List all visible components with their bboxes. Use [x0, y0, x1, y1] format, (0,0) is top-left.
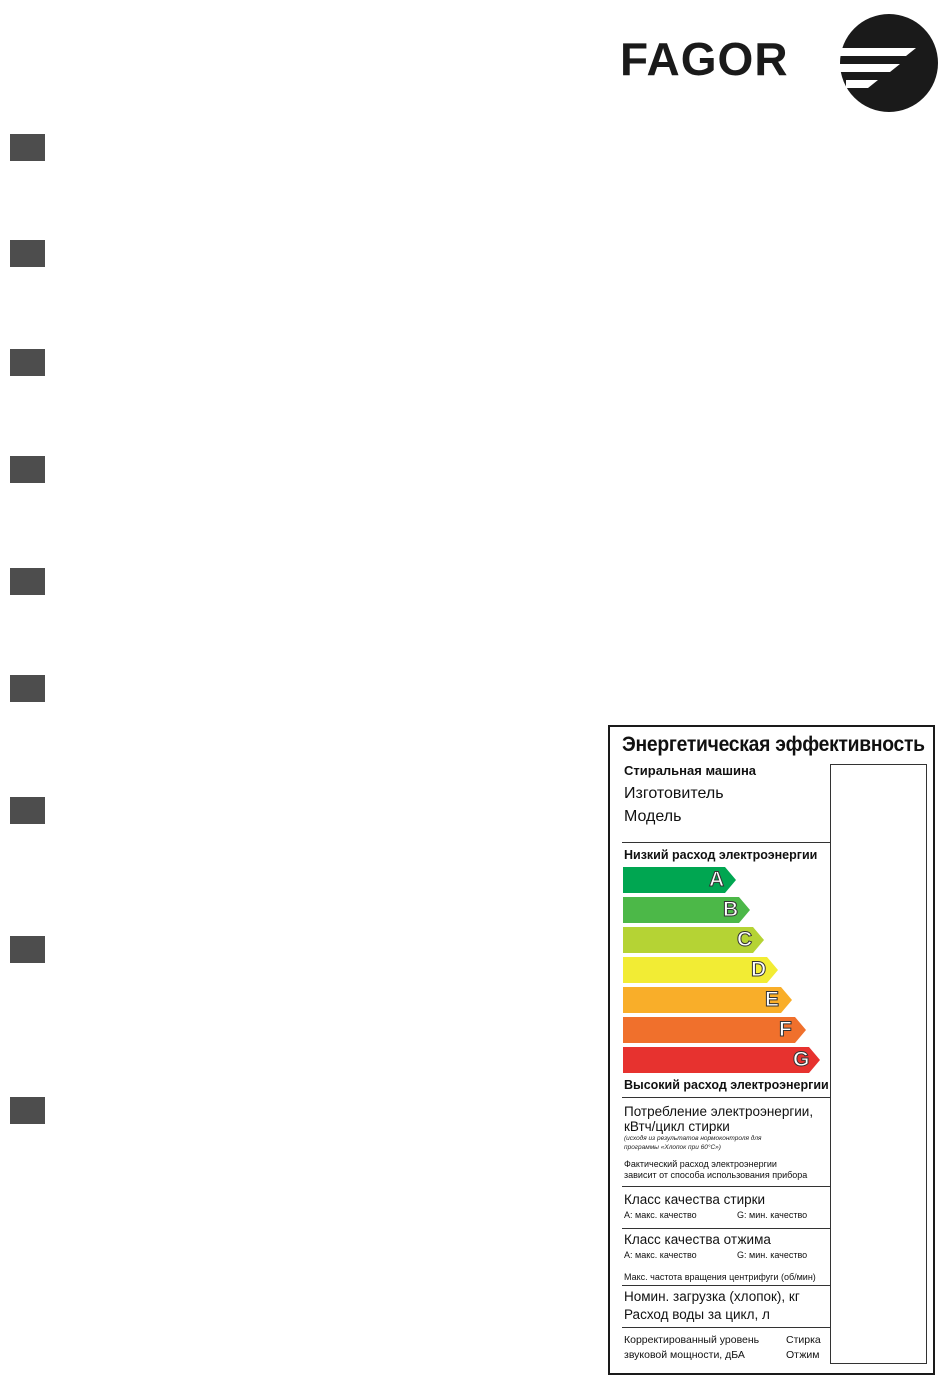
noise-label-line2: звуковой мощности, дБА [624, 1349, 745, 1361]
divider [622, 1097, 830, 1098]
divider [622, 1327, 830, 1328]
energy-label [608, 725, 935, 1375]
energy-class-bar-a [623, 867, 736, 893]
energy-class-bar-e [623, 987, 792, 1013]
high-consumption-heading: Высокий расход электроэнергии [624, 1078, 829, 1092]
energy-class-letter: F [779, 1018, 792, 1041]
spin-class-max: A: макс. качество [624, 1250, 697, 1260]
divider [622, 1285, 830, 1286]
consumption-note-line2: программы «Хлопок при 60°С») [624, 1144, 721, 1151]
energy-class-bar-b [623, 897, 750, 923]
low-consumption-heading: Низкий расход электроэнергии [624, 848, 818, 862]
section-marker [10, 1097, 45, 1124]
brand-name: FAGOR [620, 33, 789, 85]
noise-wash-label: Стирка [786, 1334, 821, 1346]
energy-label-title: Энергетическая эффективность [622, 733, 925, 756]
divider [622, 1228, 830, 1229]
section-marker [10, 675, 45, 702]
divider [622, 1186, 830, 1187]
actual-consumption-line2: зависит от способа использования прибора [624, 1170, 808, 1180]
energy-class-bar-g [623, 1047, 820, 1073]
section-marker [10, 568, 45, 595]
energy-class-bar-f [623, 1017, 806, 1043]
consumption-label-line2: кВтч/цикл стирки [624, 1119, 730, 1134]
appliance-type: Стиральная машина [624, 763, 757, 778]
wash-class-min: G: мин. качество [737, 1210, 808, 1220]
energy-class-letter: C [737, 928, 753, 951]
noise-label-line1: Корректированный уровень [624, 1334, 760, 1346]
energy-class-letter: E [765, 988, 780, 1011]
energy-class-bar-c [623, 927, 764, 953]
manufacturer-label: Изготовитель [624, 785, 724, 802]
energy-class-letter: B [723, 898, 739, 921]
water-consumption-label: Расход воды за цикл, л [624, 1307, 770, 1322]
consumption-label-line1: Потребление электроэнергии, [624, 1104, 814, 1119]
capacity-label: Номин. загрузка (хлопок), кг [624, 1289, 800, 1304]
energy-class-bar-d [623, 957, 778, 983]
section-marker [10, 936, 45, 963]
section-marker [10, 349, 45, 376]
section-marker [10, 456, 45, 483]
section-marker [10, 134, 45, 161]
model-label: Модель [624, 808, 682, 825]
energy-label-value-column [830, 764, 927, 1364]
spin-speed-label: Макс. частота вращения центрифуги (об/мин) [624, 1272, 816, 1282]
consumption-note-line1: (исходя из результатов нормоконтроля для [624, 1135, 762, 1142]
noise-spin-label: Отжим [786, 1349, 820, 1361]
spin-class-label: Класс качества отжима [624, 1232, 771, 1247]
wash-class-label: Класс качества стирки [624, 1192, 766, 1207]
spin-class-min: G: мин. качество [737, 1250, 808, 1260]
section-marker [10, 240, 45, 267]
wash-class-max: A: макс. качество [624, 1210, 697, 1220]
section-marker [10, 797, 45, 824]
divider [622, 842, 830, 843]
energy-class-letter: D [751, 958, 767, 981]
brand-logo [620, 14, 942, 112]
energy-class-letter: G [793, 1048, 810, 1071]
energy-class-letter: A [709, 868, 725, 891]
fagor-emblem-icon [838, 14, 940, 112]
actual-consumption-line1: Фактический расход электроэнергии [624, 1159, 777, 1169]
